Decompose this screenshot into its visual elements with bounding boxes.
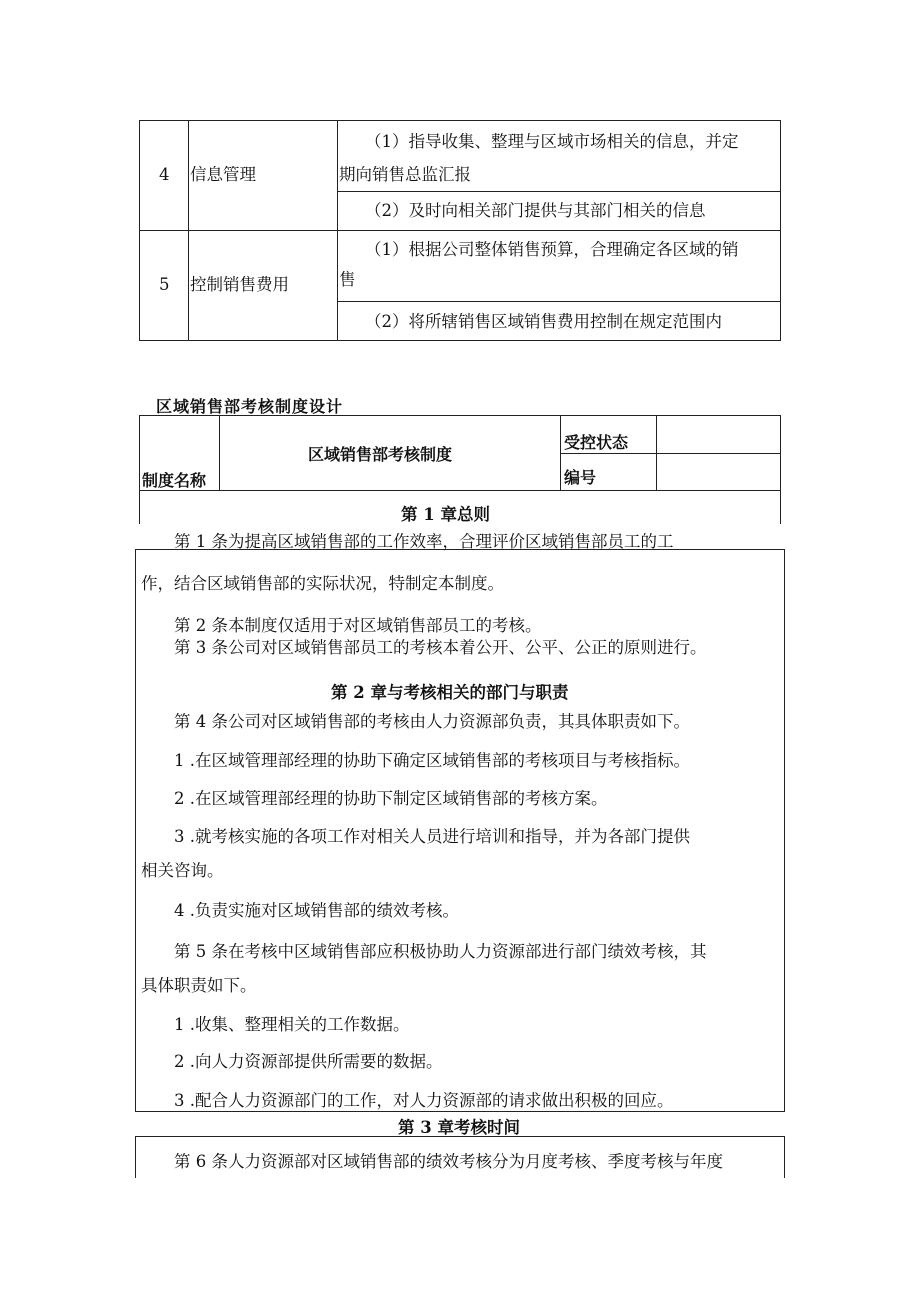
- duty-item-text: （1）根据公司整体销售预算，合理确定各区域的销: [365, 240, 739, 259]
- duty-item-text: 售: [339, 270, 356, 289]
- paragraph: 3 .配合人力资源部门的工作，对人力资源部的请求做出积极的回应。: [174, 1091, 674, 1110]
- paragraph: 第 1 条为提高区域销售部的工作效率，合理评价区域销售部员工的工: [174, 532, 674, 551]
- duty-row-number: 4: [159, 165, 170, 184]
- duty-row-name: 控制销售费用: [190, 275, 289, 294]
- chapter-title: 第 1 章总则: [401, 505, 490, 524]
- section-title: 区域销售部考核制度设计: [156, 397, 344, 416]
- chapter-title: 第 3 章考核时间: [398, 1118, 520, 1137]
- paragraph: 第 4 条公司对区域销售部的考核由人力资源部负责，其具体职责如下。: [174, 712, 690, 731]
- box-edge: [784, 1136, 785, 1178]
- name-value: 区域销售部考核制度: [308, 445, 453, 464]
- box-edge: [784, 549, 785, 1112]
- duty-item-text: 期向销售总监汇报: [339, 165, 471, 184]
- row-divider: [560, 453, 780, 454]
- paragraph: 相关咨询。: [141, 861, 224, 880]
- status-label: 受控状态: [564, 433, 629, 452]
- regulation-header-table: [139, 415, 781, 491]
- duty-row-number: 5: [159, 275, 170, 294]
- paragraph: 3 .就考核实施的各项工作对相关人员进行培训和指导，并为各部门提供: [174, 827, 690, 846]
- paragraph: 1 .收集、整理相关的工作数据。: [174, 1015, 410, 1034]
- duty-item-text: （2）及时向相关部门提供与其部门相关的信息: [365, 201, 706, 220]
- duty-row-name: 信息管理: [190, 165, 256, 184]
- paragraph: 第 5 条在考核中区域销售部应积极协助人力资源部进行部门绩效考核，其: [174, 942, 707, 961]
- paragraph: 第 6 条人力资源部对区域销售部的绩效考核分为月度考核、季度考核与年度: [174, 1152, 723, 1171]
- col-divider: [219, 416, 220, 490]
- duty-item-text: （1）指导收集、整理与区域市场相关的信息，并定: [365, 132, 739, 151]
- chapter-title: 第 2 章与考核相关的部门与职责: [331, 683, 569, 702]
- name-label: 制度名称: [142, 471, 207, 490]
- row-divider: [140, 230, 780, 231]
- duty-table: [139, 120, 781, 341]
- paragraph: 具体职责如下。: [141, 976, 257, 995]
- paragraph: 1 .在区域管理部经理的协助下确定区域销售部的考核项目与考核指标。: [174, 751, 690, 770]
- box-edge: [780, 491, 781, 524]
- paragraph: 2 .向人力资源部提供所需要的数据。: [174, 1052, 443, 1071]
- paragraph: 第 3 条公司对区域销售部员工的考核本着公开、公平、公正的原则进行。: [174, 638, 707, 657]
- number-label: 编号: [564, 468, 597, 487]
- duty-item-text: （2）将所辖销售区域销售费用控制在规定范围内: [365, 312, 722, 331]
- paragraph: 4 .负责实施对区域销售部的绩效考核。: [174, 901, 459, 920]
- paragraph: 作，结合区域销售部的实际状况，特制定本制度。: [141, 574, 504, 593]
- row-divider: [337, 301, 780, 302]
- paragraph: 第 2 条本制度仅适用于对区域销售部员工的考核。: [174, 616, 542, 635]
- paragraph: 2 .在区域管理部经理的协助下制定区域销售部的考核方案。: [174, 789, 608, 808]
- box-edge: [139, 491, 140, 524]
